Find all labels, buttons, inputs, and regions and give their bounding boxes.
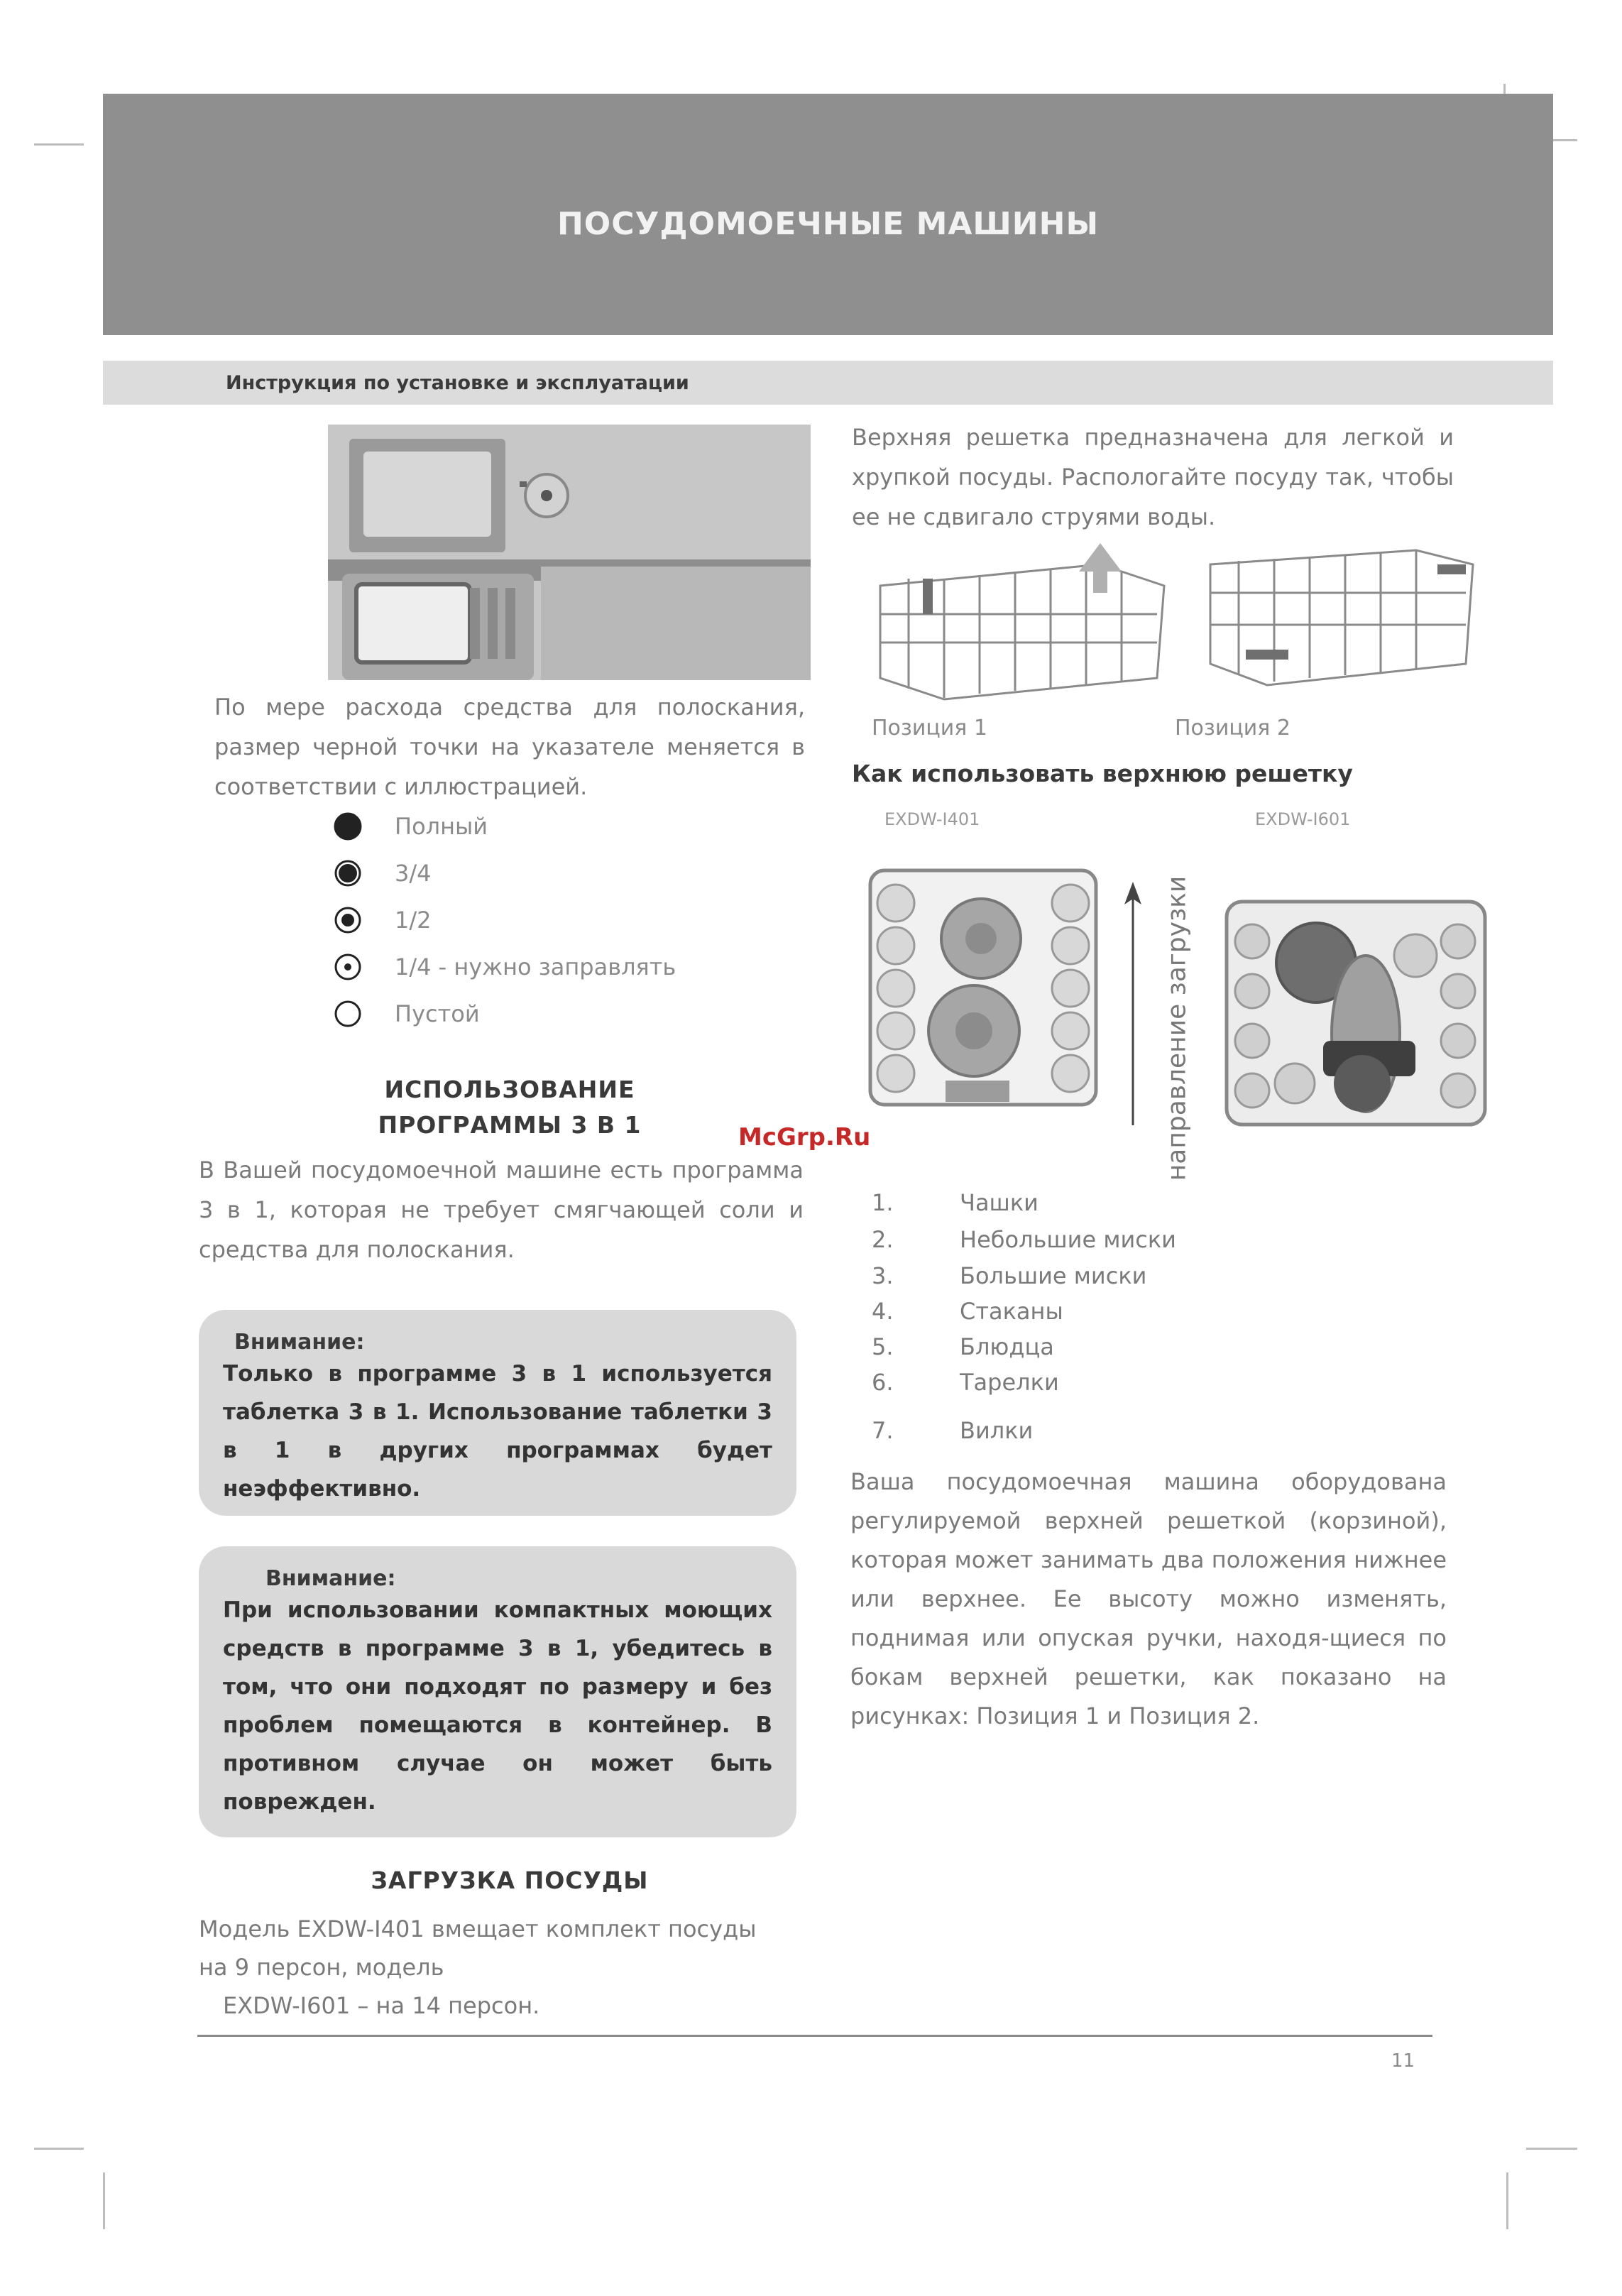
rinse-aid-paragraph: По мере расхода средства для полоскания, размер черной точки на указателе меняется в соответствии с иллюстрацией. bbox=[214, 694, 805, 800]
program-heading: ИСПОЛЬЗОВАНИЕ ПРОГРАММЫ 3 В 1 bbox=[378, 1076, 642, 1139]
list-item-number: 4. bbox=[872, 1298, 894, 1325]
crop-mark bbox=[1526, 2148, 1577, 2150]
list-item-label: Небольшие миски bbox=[960, 1226, 1176, 1253]
list-item-label: Тарелки bbox=[960, 1369, 1059, 1396]
list-item-number: 5. bbox=[872, 1333, 894, 1360]
indicator-three-quarters-icon bbox=[334, 859, 362, 887]
program-paragraph: В Вашей посудомоечной машине есть программа 3 в 1, которая не требует смягчающей соли и средства для полоскания. bbox=[199, 1157, 804, 1263]
adjustable-rack-paragraph: Ваша посудомоечная машина оборудована регулируемой верхней решеткой (корзиной), которая может занимать два положения нижнее или верхнее. Ее высоту можно изменять, поднимая или опуская ручки, находя-щиеся по бокам верхней решетки, как показано на рисунках: Позиция 1 и Позиция 2. bbox=[850, 1468, 1447, 1729]
list-item-label: Стаканы bbox=[960, 1298, 1063, 1325]
crop-mark bbox=[1506, 2172, 1508, 2229]
indicator-empty-icon bbox=[334, 1000, 362, 1028]
crop-mark bbox=[103, 2172, 105, 2229]
legend-item: Пустой bbox=[334, 993, 480, 1035]
rack-position-2-drawing bbox=[1182, 536, 1494, 714]
notice-body: Только в программе 3 в 1 используется таблетка 3 в 1. Использование таблетки 3 в 1 в других программах будет неэффективно. bbox=[223, 1361, 772, 1502]
footer-rule bbox=[197, 2035, 1432, 2037]
page-subtitle: Инструкция по установке и эксплуатации bbox=[226, 372, 689, 394]
notice-title: Внимание: bbox=[234, 1330, 365, 1355]
notice-title: Внимание: bbox=[265, 1566, 396, 1591]
rack-top-view-401 bbox=[867, 868, 1099, 1108]
legend-item: 3/4 bbox=[334, 852, 432, 895]
position-2-label: Позиция 2 bbox=[1175, 716, 1291, 740]
list-item-label: Большие миски bbox=[960, 1262, 1147, 1289]
indicator-half-icon bbox=[334, 906, 362, 934]
page-number: 11 bbox=[1391, 2050, 1415, 2072]
list-item-number: 1. bbox=[872, 1189, 894, 1216]
crop-mark bbox=[34, 2148, 84, 2150]
notice-body: При использовании компактных моющих средств в программе 3 в 1, убедитесь в том, что они подходят по размеру и без проблем помещаются в контейнер. В противном случае он может быть поврежден. bbox=[223, 1597, 772, 1815]
dispenser-photo bbox=[328, 425, 811, 680]
loading-direction-arrow-icon bbox=[1120, 880, 1146, 1129]
position-1-label: Позиция 1 bbox=[872, 716, 987, 740]
list-item-label: Блюдца bbox=[960, 1333, 1054, 1360]
indicator-quarter-icon bbox=[334, 953, 362, 981]
list-item-number: 3. bbox=[872, 1262, 894, 1289]
loading-heading: ЗАГРУЗКА ПОСУДЫ bbox=[371, 1866, 649, 1894]
list-item-label: Вилки bbox=[960, 1417, 1034, 1444]
model-label-401: EXDW-I401 bbox=[884, 809, 980, 829]
upper-rack-heading: Как использовать верхнюю решетку bbox=[852, 760, 1353, 787]
list-item-label: Чашки bbox=[960, 1189, 1039, 1216]
warning-notice bbox=[199, 1546, 796, 1837]
model-label-601: EXDW-I601 bbox=[1255, 809, 1351, 829]
warning-notice bbox=[199, 1310, 796, 1516]
rack-top-view-601 bbox=[1224, 899, 1488, 1127]
crop-mark bbox=[34, 143, 84, 146]
rack-position-1-drawing bbox=[866, 536, 1171, 714]
list-item-number: 6. bbox=[872, 1369, 894, 1396]
loading-paragraph: Модель EXDW-I401 вмещает комплект посуды на 9 персон, модель EXDW-I601 – на 14 персон. bbox=[199, 1915, 757, 2019]
legend-item: Полный bbox=[334, 805, 488, 848]
page-title: ПОСУДОМОЕЧНЫЕ МАШИНЫ bbox=[557, 206, 1100, 242]
legend-item: 1/4 - нужно заправлять bbox=[334, 946, 676, 988]
watermark: McGrp.Ru bbox=[738, 1123, 871, 1152]
list-item-number: 7. bbox=[872, 1417, 894, 1444]
indicator-full-icon bbox=[334, 812, 362, 841]
loading-direction-label: направление загрузки bbox=[1162, 875, 1192, 1181]
upper-rack-paragraph: Верхняя решетка предназначена для легкой и хрупкой посуды. Распологайте посуду так, чтобы ее не сдвигало струями воды. bbox=[852, 424, 1454, 530]
list-item-number: 2. bbox=[872, 1226, 894, 1253]
legend-item: 1/2 bbox=[334, 899, 432, 941]
